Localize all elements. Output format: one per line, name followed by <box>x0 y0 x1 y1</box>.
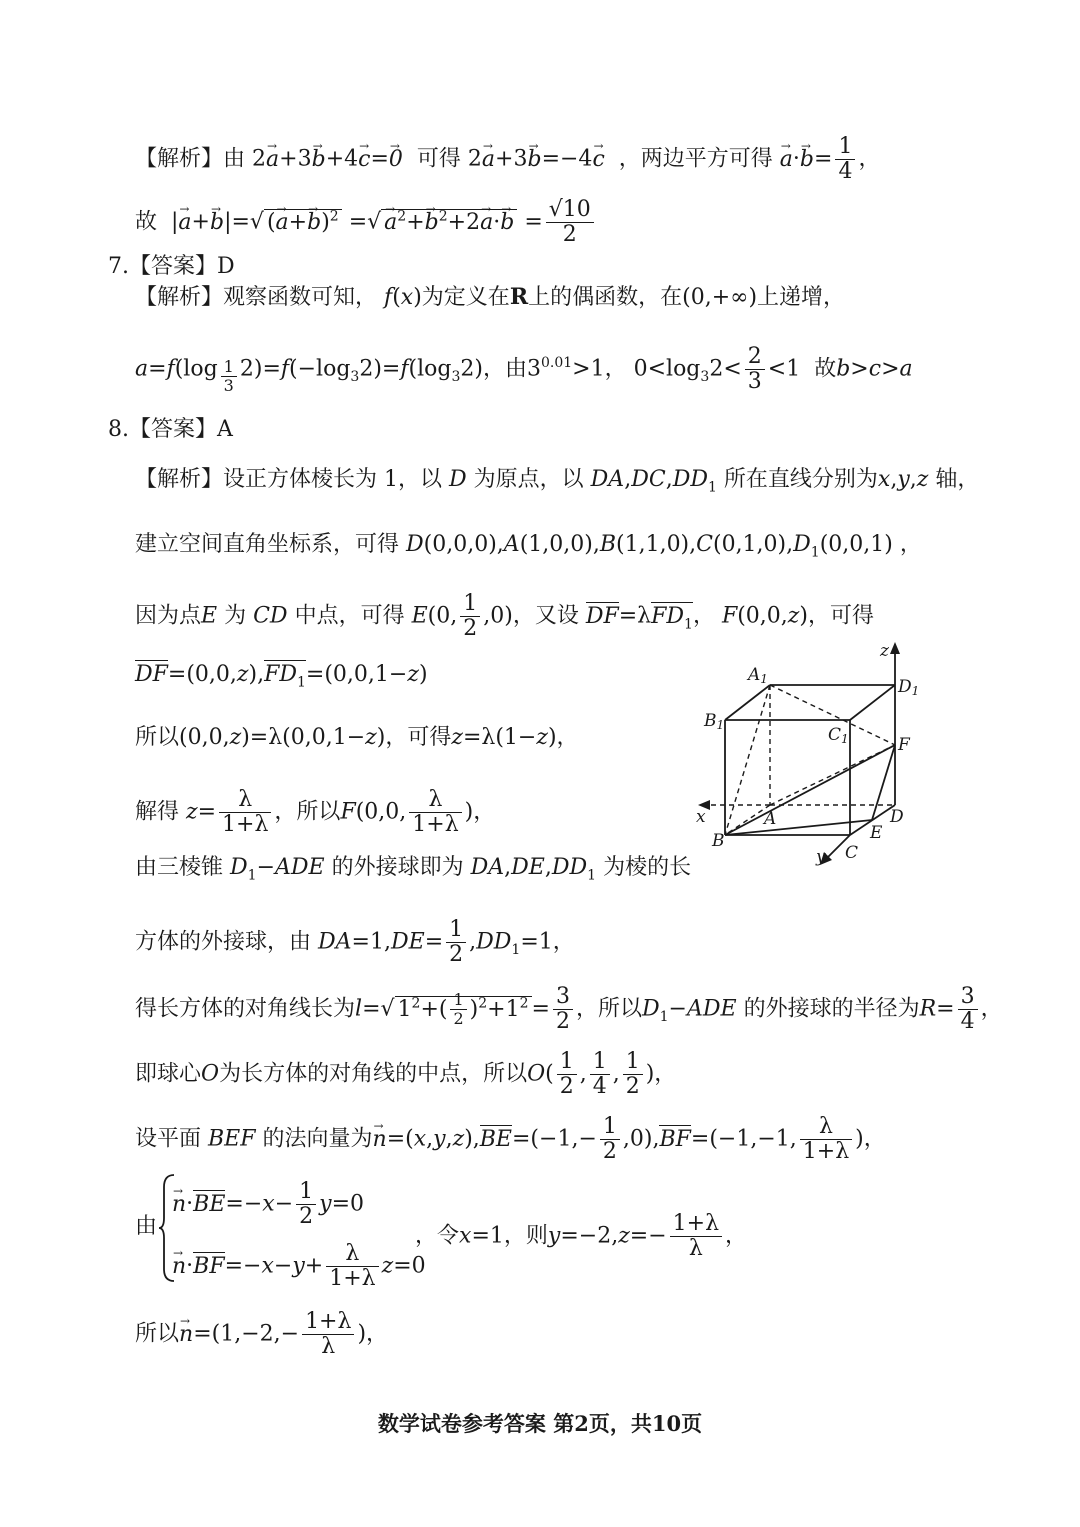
text: 为棱的长 <box>603 855 692 880</box>
text: 因为点 <box>135 603 202 629</box>
svg-text:F: F <box>898 735 910 755</box>
svg-text:D1: D1 <box>898 677 920 698</box>
text: 故 <box>135 209 158 235</box>
svg-text:z: z <box>880 641 889 661</box>
text: ，所以 <box>575 996 642 1022</box>
question-number: 8. <box>108 417 129 442</box>
text: 所以 <box>135 1321 180 1347</box>
q8-line-7: 由三棱锥 $D_1-ADE$ 的外接球即为 $DA,DE,DD_1$ 为棱的长 <box>135 855 692 884</box>
text: ，则 <box>503 1223 548 1249</box>
q8-line-10: 即球心O为长方体的对角线的中点，所以O( $\frac{1}{2}$ , $\frac{1}{4}$ , $\frac{1}{2}$ )， <box>135 1049 677 1099</box>
page-footer: 数学试卷参考答案 第2页，共10页 <box>377 1411 703 1436</box>
text: 的法向量为 <box>262 1126 373 1152</box>
text: 即球心 <box>135 1061 202 1087</box>
text: 由 <box>223 146 246 172</box>
q8-answer <box>108 415 233 445</box>
text: 建立空间直角坐标系，可得 <box>135 532 400 557</box>
text: 为 <box>224 603 247 629</box>
text: 得长方体的对角线长为 <box>135 996 356 1022</box>
text: 所在直线分别为 <box>723 467 878 492</box>
text: 轴， <box>935 467 980 492</box>
analysis-label: 【解析】 <box>135 467 224 492</box>
text: 由三棱锥 <box>135 855 224 880</box>
svg-text:A1: A1 <box>748 665 768 686</box>
q8-line-11: 设平面 BEF 的法向量为→ n=(x,y,z),BE=(−1,− $\frac{1}{2}$ ,0),BF=(−1,−1, $\frac{\lambda}{1+\lambda}$ )， <box>135 1115 886 1164</box>
answer-label: 【答案】 <box>129 254 218 279</box>
q8-line-13: 所以→ n=(1,−2,− $\frac{1+\lambda}{\lambda}$ )， <box>135 1310 388 1359</box>
text: 为定义在 <box>421 285 510 310</box>
svg-text:A: A <box>764 809 777 829</box>
svg-text:B1: B1 <box>704 711 725 732</box>
cube-figure <box>690 640 930 870</box>
q8-line-9: 得长方体的对角线长为l=√ $1^2+$( $\frac{1}{2}$ )$^2+1^2$ = $\frac{3}{2}$ ，所以$D_1-ADE$ 的外接球的半径为R= $\frac{3}{4}$ ， <box>135 984 1003 1034</box>
q8-line-2: 建立空间直角坐标系，可得 $D(0,0,0),A(1,0,0),B(1,1,0),C(0,1,0),D_1(0,0,1)$ ， <box>135 532 922 561</box>
text: 为长方体的对角线的中点，所以 <box>219 1061 528 1087</box>
text: 中点，可得 <box>294 603 405 629</box>
answer-value: D <box>217 254 235 279</box>
text: 观察函数可知， <box>223 285 378 310</box>
answer-value: A <box>217 417 233 442</box>
q8-line-12-suffix: ，令x=1，则y=−2,z=− $\frac{1+\lambda}{\lambda}$ ， <box>415 1211 748 1261</box>
q8-line-5: 所以(0,0,z)=λ(0,0,1−z)，可得z=λ(1−z)， <box>135 725 579 750</box>
analysis-label: 【解析】 <box>135 146 224 172</box>
q6-line-2: 故 |→ a+→ b|=√ (→ a+→ b)$^2$ =√→ $a^2+\to b^2+2\to a\cdot\to b$ = $\frac{√10}{2}$ <box>135 198 597 247</box>
system-eq-2: → n·BF=−x−y+ $\frac{\lambda}{1+\lambda}$ z=0 <box>172 1242 426 1291</box>
text: 由 <box>135 1214 158 1239</box>
svg-text:D: D <box>890 807 904 827</box>
text: 故 <box>814 356 837 382</box>
text: 上的偶函数，在 <box>528 285 683 310</box>
q8-line-4: $DF=(0,0,z),FD_1=(0,0,1-z)$ <box>135 662 428 691</box>
text: 设平面 <box>135 1126 202 1152</box>
text: ，两边平方可得 <box>618 146 773 172</box>
text: ，可得 <box>385 725 452 750</box>
q8-line-12-prefix <box>135 1212 157 1242</box>
q8-line-8: 方体的外接球，由 DA=1,DE= $\frac{1}{2}$ $,DD_1=1$， <box>135 917 575 967</box>
q6-line-1: 【解析】由 2→ a+3→ b+4→ c=→ 0 可得 2→ a+3→ b=−4→ c ，两边平方可得 → a·→ b= $\frac{1}{4}$ ， <box>135 135 880 184</box>
q8-line-3: 因为点E 为 CD 中点，可得 E(0, $\frac{1}{2}$ ,0)，又设 DF=λFD$_1$， F(0,0,z)，可得 <box>135 591 874 641</box>
text: ，又设 <box>512 603 579 629</box>
svg-text:C1: C1 <box>828 725 849 746</box>
q8-line-1: 【解析】设正方体棱长为 1，以 D 为原点，以 $DA,DC,DD_1$ 所在直线分别为x,y,z 轴， <box>135 467 980 496</box>
q7-line-2: a=f(log $_{\frac{1}{3}}$ $2)=f(-\log_32)=f(\log_32)$，由$3^{0.01}>1$， $0<\log_32<$ $\frac{2}{3}$ <1 故b>c>a <box>135 344 913 396</box>
text: 方体的外接球，由 <box>135 929 312 955</box>
svg-text:C: C <box>845 843 859 863</box>
text: 为原点，以 <box>473 467 584 492</box>
q8-line-6: 解得 z= $\frac{\lambda}{1+\lambda}$ ，所以F(0,0, $\frac{\lambda}{1+\lambda}$ )， <box>135 787 496 837</box>
analysis-label: 【解析】 <box>135 285 224 310</box>
svg-text:y: y <box>816 847 826 867</box>
text: 的外接球的半径为 <box>743 996 920 1022</box>
q7-answer <box>108 252 235 282</box>
q7-line-1: 【解析】观察函数可知， f(x)为定义在R上的偶函数，在(0,+∞)上递增， <box>135 284 846 310</box>
text: 的外接球即为 <box>331 855 464 880</box>
text: ，所以 <box>274 799 341 825</box>
text: 设正方体棱长为 1，以 <box>223 467 443 492</box>
text: 解得 <box>135 799 180 825</box>
svg-text:B: B <box>712 831 725 851</box>
system-eq-1: → n·BE=−x− $\frac{1}{2}$ y=0 <box>172 1180 364 1229</box>
svg-text:E: E <box>870 823 883 843</box>
text: ，可得 <box>807 603 874 629</box>
text: 可得 <box>416 146 461 172</box>
text: ，由 <box>482 356 527 382</box>
svg-text:x: x <box>696 807 706 827</box>
answer-label: 【答案】 <box>129 417 218 442</box>
text: 上递增， <box>757 285 846 310</box>
question-number: 7. <box>108 254 129 279</box>
text: 所以 <box>135 725 180 750</box>
text: ，令 <box>415 1223 460 1249</box>
